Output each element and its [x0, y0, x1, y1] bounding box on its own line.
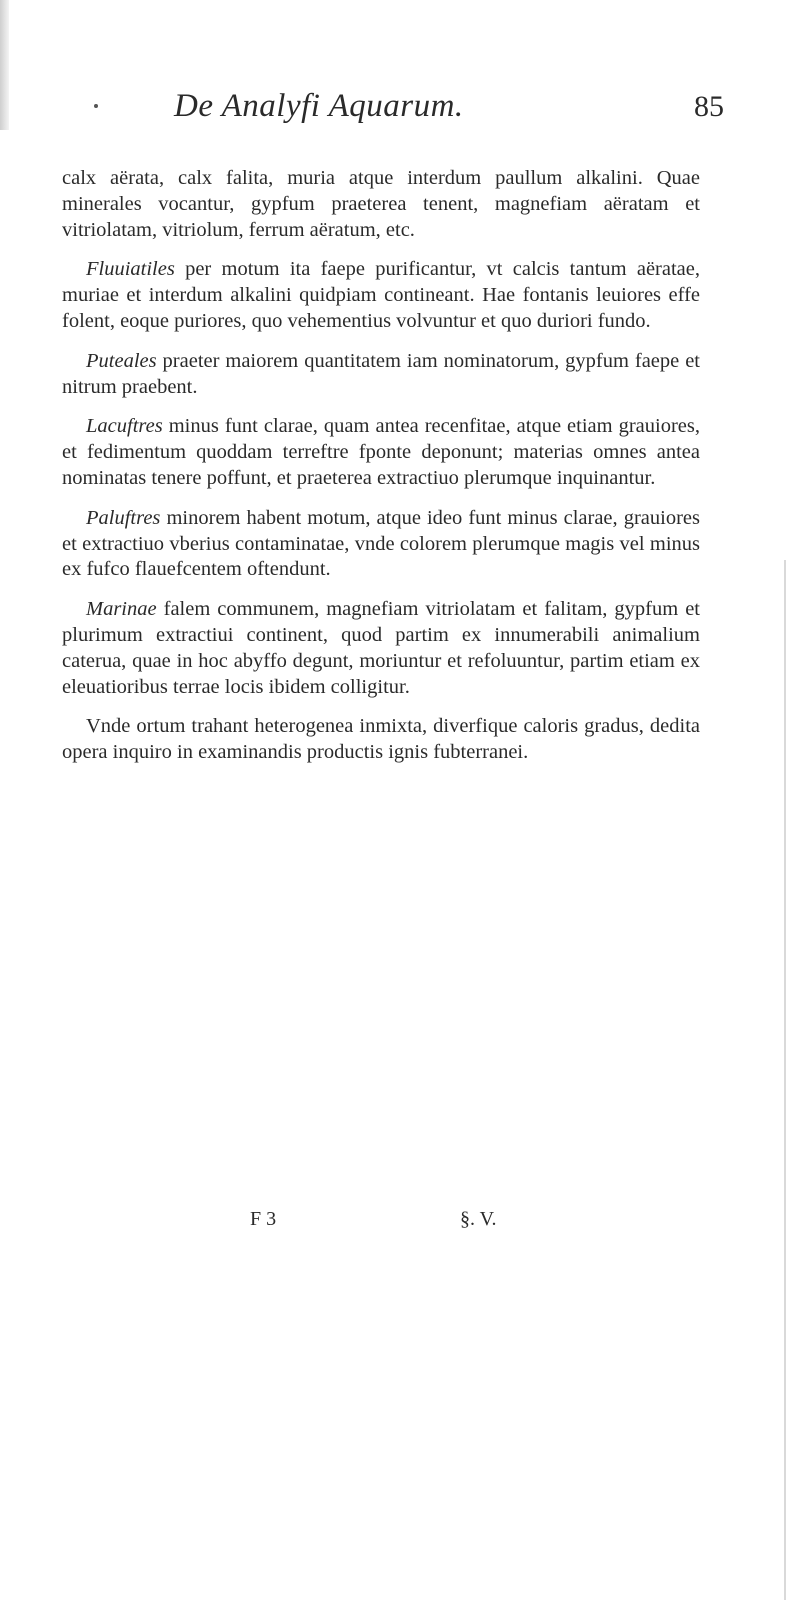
paragraph-lead: Fluuiatiles [86, 258, 175, 281]
paragraph-lead: Puteales [86, 349, 157, 372]
paragraph-lead: Lacuftres [86, 415, 163, 438]
paragraph-text: minus funt clarae, quam antea recenfitae, atque etiam grauiores, et fedimentum quoddam terreftre fponte deponunt; materias omnes antea nominatas tenere poffunt, et praeterea extractiuo plerumque inquinantur. [62, 415, 700, 489]
catchword-section: §. V. [460, 1208, 497, 1230]
body-text [62, 166, 700, 780]
header-dot [94, 104, 98, 108]
signature-mark: F 3 [250, 1208, 277, 1230]
paragraph-continuation [62, 166, 700, 243]
paragraph-lacuftres [62, 414, 700, 491]
page-number: 85 [694, 90, 724, 123]
paragraph-puteales [62, 349, 700, 401]
paragraph-text: Vnde ortum trahant heterogenea inmixta, diverfique caloris gradus, dedita opera inquiro in examinandis productis ignis fubterranei. [62, 715, 700, 764]
paragraph-lead: Marinae [86, 598, 157, 621]
page-footer [250, 1208, 690, 1238]
paragraph-fluuiatiles [62, 257, 700, 334]
paragraph-lead: Paluftres [86, 506, 161, 529]
paragraph-text: calx aërata, calx falita, muria atque interdum paullum alkalini. Quae minerales vocantur, gypfum praeterea tenent, magnefiam aëratam et vitriolatam, vitriolum, ferrum aëratum, etc. [62, 167, 700, 241]
paragraph-paluftres [62, 506, 700, 583]
paragraph-text: praeter maiorem quantitatem iam nominatorum, gypfum faepe et nitrum praebent. [62, 349, 700, 398]
running-title: De Analyfi Aquarum. [174, 88, 464, 124]
paragraph-text: per motum ita faepe purificantur, vt calcis tantum aëratae, muriae et interdum alkalini quidpiam contineant. Hae fontanis leuiores effe folent, eoque puriores, quo vehementius volvuntur et quo duriori fundo. [62, 258, 700, 332]
page-header [94, 88, 724, 138]
paragraph-text: falem communem, magnefiam vitriolatam et falitam, gypfum et plurimum extractiui continent, quod partim ex innumerabili animalium caterua, quae in hoc abyffo degunt, moriuntur et refoluuntur, partim etiam ex eleuatioribus terrae locis ibidem colligitur. [62, 598, 700, 698]
scan-left-edge-shadow [0, 0, 9, 130]
paragraph-marinae [62, 597, 700, 700]
scan-right-edge-line [784, 560, 786, 1600]
paragraph-vnde [62, 714, 700, 766]
paragraph-text: minorem habent motum, atque ideo funt minus clarae, grauiores et extractiuo vberius contaminatae, vnde colorem plerumque magis vel minus ex fufco flauefcentem oftendunt. [62, 506, 700, 581]
